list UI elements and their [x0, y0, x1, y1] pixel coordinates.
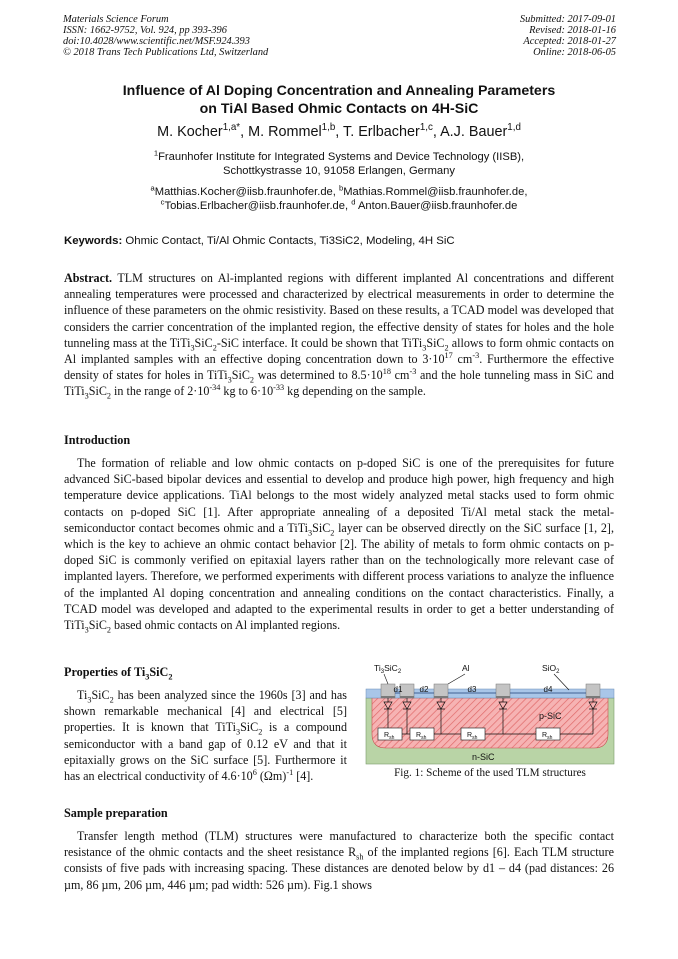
properties-text: $Ti_3SiC_2$ has been analyzed since the 1960s [3] and has shown remarkable mechanical [4] and electrical [5] properties. It is known that TiTi$_3$SiC$_2$ is a compound semiconductor with a band gap of 0.12 eV and that it epitaxially grows on the SiC surface [5]. Furthermore it has an electrical conductivity of $4.6\cdot 10^6$ $(\Omega m)^{-1}$ [4].	[64, 688, 347, 784]
date-accepted: Accepted: 2018-01-27	[523, 36, 616, 47]
keywords-text: Ohmic Contact, Ti/Al Ohmic Contacts, Ti3SiC2, Modeling, 4H SiC	[122, 235, 455, 247]
label-sio2: SiO$_2$	[542, 663, 560, 675]
date-online: Online: 2018-06-05	[533, 47, 616, 58]
label-ti3sic2: $Ti_3SiC_2$	[374, 663, 402, 675]
affiliation	[63, 150, 615, 178]
title-line-2: on TiAl Based Ohmic Contacts on 4H-SiC	[199, 101, 479, 117]
rsh-label-2: $R_{sh}$	[416, 732, 427, 741]
p-sic-region	[372, 698, 608, 748]
author-list	[63, 123, 615, 141]
email-c[interactable]: Tobias.Erlbacher@iisb.fraunhofer.de,	[164, 200, 352, 212]
label-d2: d2	[419, 685, 429, 694]
introduction-text: The formation of reliable and low ohmic contacts on p-doped SiC is one of the prerequisites for future advanced SiC-based bipolar devices and essential to develop and produce high power, high frequency and high temperature device applications. TiAl belongs to the most widely analyzed metal stacks used to form ohmic contacts on p-doped SiC [1]. After appropriate annealing of a deposited Ti/Al metal stack the metal-semiconductor contact becomes ohmic and a TiTi$_3$SiC$_2$ layer can be observed directly on the SiC surface [1, 2], which is the key to achieve an ohmic contact behavior [2]. The ability of metals to form ohmic contacts on p-doped SiC is commonly verified on epitaxial layers rather than on the technologically more relevant case of implanted layers. Therefore, we performed experiments with different process variations to analyze the influence of the implanted Al doping concentration and annealing conditions on the contact characteristics. Finally, a TCAD model was developed and adapted to the experimental results in order to get a better understanding of TiTi$_3$SiC$_2$ based ohmic contacts on Al implanted regions.	[64, 456, 614, 635]
affiliation-sup: 1	[153, 148, 159, 158]
rsh-label-4: $R_{sh}$	[542, 732, 553, 741]
label-d4: d4	[543, 685, 553, 694]
author-4: , A.J. Bauer	[432, 124, 508, 140]
label-d1: d1	[393, 685, 403, 694]
sample-prep-text: Transfer length method (TLM) structures were manufactured to characterize both the specific contact resistance of the ohmic contacts and the sheet resistance $R_{sh}$ of the implanted regions [6]. Each TLM structure consists of five pads with increasing spacing. These distances are denoted below by d1 – d4 (pad distances: 26 µm, 86 µm, 206 µm, 446 µm; pad width: 526 µm). Fig.1 shows	[64, 829, 615, 892]
abstract: Abstract. TLM structures on Al-implanted regions with different implanted Al concentrations and different annealing temperatures were processed and characterized by electrical measurements in order to determine the influence of these parameters on the ohmic resistivity. Based on these results, a TCAD model was developed that considers the carrier concentration of the implanted region, the effective density of states for holes and the hole tunneling mass at the TiTi$_3$SiC$_2$-SiC interface. It could be shown that TiTi$_3$SiC$_2$ allows to form ohmic contacts on Al implanted samples with an effective doping concentration down to $3\cdot 10^{17}$ $cm^{-3}$. Furthermore the effective density of states for holes in TiTi$_3$SiC$_2$ was determined to $8.5\cdot 10^{18}$ $cm^{-3}$ and the hole tunneling mass in SiC and TiTi$_3$SiC$_2$ in the range of $2\cdot 10^{-34}$ kg to $6\cdot 10^{-33}$ kg depending on the sample.	[64, 271, 614, 401]
author-4-sup: 1,d	[507, 122, 521, 134]
title-line-1: Influence of Al Doping Concentration and Annealing Parameters	[122, 83, 556, 99]
author-2: , M. Rommel	[240, 124, 322, 140]
author-3: , T. Erlbacher	[335, 124, 420, 140]
figure-caption: Fig. 1: Scheme of the used TLM structures	[394, 767, 586, 779]
author-1-sup: 1,a*	[222, 122, 241, 134]
journal-meta	[63, 14, 268, 58]
pad-5	[586, 684, 600, 698]
author-3-sup: 1,c	[419, 122, 433, 134]
keywords-label: Keywords:	[64, 235, 123, 247]
introduction-heading: Introduction	[64, 433, 131, 447]
date-revised: Revised: 2018-01-16	[529, 25, 616, 36]
abstract-label: Abstract.	[64, 271, 113, 285]
label-d3: d3	[467, 685, 477, 694]
email-d[interactable]: Anton.Bauer@iisb.fraunhofer.de	[355, 200, 518, 212]
affiliation-line-2: Schottkystrasse 10, 91058 Erlangen, Germany	[223, 165, 455, 177]
paper-title	[63, 82, 615, 118]
author-2-sup: 1,b	[321, 122, 336, 134]
label-p-sic: p-SiC	[539, 711, 562, 721]
affiliation-line-1: Fraunhofer Institute for Integrated Systems and Device Technology (IISB),	[158, 151, 525, 163]
label-n-sic: n-SiC	[472, 752, 495, 762]
journal-name: Materials Science Forum	[63, 14, 169, 25]
journal-doi: doi:10.4028/www.scientific.net/MSF.924.393	[63, 36, 250, 47]
email-a[interactable]: Matthias.Kocher@iisb.fraunhofer.de,	[154, 186, 339, 198]
journal-copyright: © 2018 Trans Tech Publications Ltd, Switzerland	[63, 47, 269, 58]
pad-4	[496, 684, 510, 698]
tlm-scheme-figure	[364, 662, 616, 774]
pad-3	[434, 684, 448, 698]
sample-prep-heading: Sample preparation	[64, 806, 168, 820]
email-b[interactable]: Mathias.Rommel@iisb.fraunhofer.de,	[343, 186, 528, 198]
submission-dates	[520, 14, 616, 58]
keywords	[64, 235, 455, 247]
properties-heading: Properties of $Ti_3SiC_2$	[64, 665, 173, 682]
date-submitted: Submitted: 2017-09-01	[519, 14, 616, 25]
rsh-label-3: $R_{sh}$	[467, 732, 478, 741]
rsh-label-1: $R_{sh}$	[384, 732, 395, 741]
journal-issn: ISSN: 1662-9752, Vol. 924, pp 393-396	[63, 25, 227, 36]
label-al: Al	[462, 663, 470, 673]
author-emails: $^a$Matthias.Kocher@iisb.fraunhofer.de, $^b$Mathias.Rommel@iisb.fraunhofer.de, $^c$Tobias.Erlbacher@iisb.fraunhofer.de, $^d$ Anton.Bauer@iisb.fraunhofer.de	[150, 183, 528, 212]
author-1: M. Kocher	[157, 124, 223, 140]
